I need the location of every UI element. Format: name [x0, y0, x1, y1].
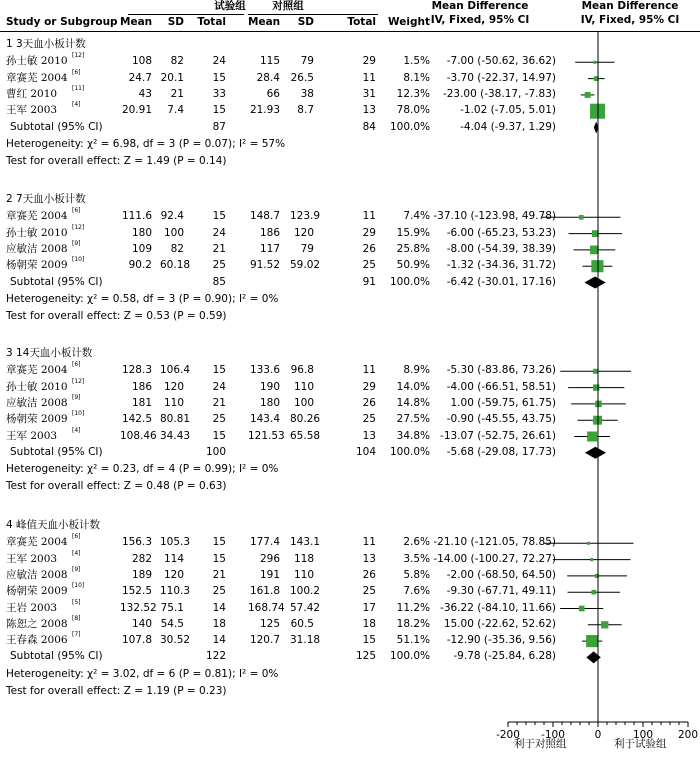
- cell-n2: 11: [362, 536, 376, 549]
- cell-sd1: 82: [170, 55, 184, 68]
- study-name: 应敏洁 2008: [6, 568, 68, 581]
- cell-sd2: 65.58: [290, 429, 321, 442]
- cell-sd2: 80.26: [290, 413, 321, 426]
- subtotal-label: Subtotal (95% CI): [10, 120, 103, 133]
- cell-weight: 7.4%: [403, 210, 430, 223]
- cell-ci: -1.02 (-7.05, 5.01): [460, 104, 556, 117]
- study-reference: [7]: [72, 631, 81, 639]
- cell-n1: 21: [212, 242, 226, 255]
- cell-n2: 31: [362, 87, 376, 100]
- cell-ci: -2.00 (-68.50, 64.50): [446, 568, 556, 581]
- md-subtitle-1: IV, Fixed, 95% CI: [430, 14, 530, 26]
- x-tick-label: -200: [496, 729, 520, 741]
- subgroup-title: 3 14天血小板计数: [6, 347, 93, 359]
- cell-sd1: 105.3: [160, 536, 191, 549]
- cell-n2: 29: [362, 226, 376, 239]
- cell-n2: 13: [362, 552, 376, 565]
- cell-ci: -5.30 (-83.86, 73.26): [446, 364, 556, 377]
- cell-n1: 15: [212, 364, 226, 377]
- cell-n1: 25: [212, 413, 226, 426]
- sd-header-1: SD: [167, 16, 184, 28]
- cell-n1: 21: [212, 568, 226, 581]
- overall-effect-test: Test for overall effect: Z = 0.48 (P = 0.63): [6, 480, 227, 493]
- pooled-diamond: [584, 277, 605, 289]
- effect-square: [593, 369, 598, 374]
- study-name: 章赛芜 2004: [6, 364, 68, 377]
- cell-n1: 18: [212, 617, 226, 630]
- cell-m1: 109: [131, 242, 152, 255]
- cell-n2: 11: [362, 210, 376, 223]
- subtotal-ci: -4.04 (-9.37, 1.29): [460, 120, 556, 133]
- cell-ci: -21.10 (-121.05, 78.85): [433, 536, 556, 549]
- cell-n1: 25: [212, 585, 226, 598]
- cell-sd1: 120: [163, 380, 184, 393]
- cell-m2: 21.93: [249, 104, 280, 117]
- study-name: 应敏洁 2008: [6, 396, 68, 409]
- study-name: 王军 2003: [6, 429, 58, 442]
- study-reference: [12]: [72, 52, 85, 60]
- cell-ci: -36.22 (-84.10, 11.66): [440, 601, 556, 614]
- cell-weight: 15.9%: [396, 226, 430, 239]
- cell-ci: -12.90 (-35.36, 9.56): [446, 634, 556, 647]
- axis-label-favours-experimental: 利于试验组: [614, 738, 667, 750]
- cell-m2: 115: [259, 55, 280, 68]
- cell-m2: 168.74: [248, 601, 285, 614]
- cell-sd1: 100: [163, 226, 184, 239]
- cell-weight: 14.8%: [396, 396, 430, 409]
- md-title-1: Mean Difference: [431, 0, 529, 12]
- cell-m1: 181: [131, 396, 152, 409]
- cell-weight: 5.8%: [403, 568, 430, 581]
- cell-n2: 17: [362, 601, 376, 614]
- study-reference: [4]: [72, 426, 81, 434]
- cell-n2: 25: [362, 585, 376, 598]
- effect-square: [585, 92, 591, 98]
- cell-m2: 28.4: [256, 71, 280, 84]
- study-name: 章赛芜 2004: [6, 210, 68, 223]
- cell-weight: 50.9%: [396, 259, 430, 272]
- cell-sd2: 100: [293, 396, 314, 409]
- study-column-header: Study or Subgroup: [6, 16, 118, 28]
- effect-square: [601, 621, 608, 628]
- cell-n1: 14: [212, 634, 226, 647]
- cell-sd1: 7.4: [167, 104, 184, 117]
- cell-weight: 34.8%: [396, 429, 430, 442]
- effect-square: [591, 260, 603, 272]
- cell-n2: 11: [362, 364, 376, 377]
- cell-sd2: 123.9: [290, 210, 321, 223]
- subtotal-n1: 100: [205, 445, 226, 458]
- subtotal-n1: 87: [212, 120, 226, 133]
- cell-n1: 15: [212, 71, 226, 84]
- cell-weight: 25.8%: [396, 242, 430, 255]
- cell-n2: 29: [362, 380, 376, 393]
- cell-ci: -7.00 (-50.62, 36.62): [446, 55, 556, 68]
- study-reference: [4]: [72, 549, 81, 557]
- cell-sd2: 79: [300, 55, 314, 68]
- cell-weight: 8.9%: [403, 364, 430, 377]
- study-name: 杨朝荣 2009: [6, 585, 68, 598]
- subtotal-n1: 122: [205, 650, 226, 663]
- study-reference: [6]: [72, 533, 81, 541]
- pooled-diamond: [585, 447, 606, 459]
- cell-m2: 125: [259, 617, 280, 630]
- effect-square: [590, 246, 599, 255]
- cell-sd2: 100.2: [290, 585, 321, 598]
- cell-m1: 140: [131, 617, 152, 630]
- cell-sd2: 8.7: [297, 104, 314, 117]
- cell-m1: 90.2: [128, 259, 152, 272]
- cell-weight: 51.1%: [396, 634, 430, 647]
- cell-sd2: 96.8: [290, 364, 314, 377]
- study-reference: [5]: [72, 598, 81, 606]
- cell-sd2: 59.02: [290, 259, 321, 272]
- subgroup-title: 4 峰值天血小板计数: [6, 519, 101, 531]
- cell-m1: 186: [131, 380, 152, 393]
- cell-sd1: 110: [163, 396, 184, 409]
- study-reference: [4]: [72, 101, 81, 109]
- cell-n1: 15: [212, 210, 226, 223]
- cell-m2: 121.53: [248, 429, 285, 442]
- effect-square: [590, 558, 593, 561]
- cell-n1: 15: [212, 429, 226, 442]
- cell-sd1: 21: [170, 87, 184, 100]
- cell-sd1: 30.52: [160, 634, 191, 647]
- study-reference: [6]: [72, 361, 81, 369]
- cell-m1: 20.91: [121, 104, 152, 117]
- cell-sd1: 75.1: [160, 601, 184, 614]
- subtotal-n2: 125: [355, 650, 376, 663]
- cell-sd2: 110: [293, 380, 314, 393]
- subtotal-ci: -5.68 (-29.08, 17.73): [446, 445, 556, 458]
- cell-weight: 1.5%: [403, 55, 430, 68]
- study-reference: [10]: [72, 256, 85, 264]
- cell-n2: 26: [362, 568, 376, 581]
- cell-n1: 24: [212, 226, 226, 239]
- study-reference: [6]: [72, 207, 81, 215]
- subtotal-n1: 85: [212, 275, 226, 288]
- effect-square: [591, 590, 596, 595]
- study-reference: [6]: [72, 68, 81, 76]
- cell-weight: 8.1%: [403, 71, 430, 84]
- cell-ci: -8.00 (-54.39, 38.39): [446, 242, 556, 255]
- overall-effect-test: Test for overall effect: Z = 1.19 (P = 0.23): [6, 685, 227, 697]
- subtotal-weight: 100.0%: [389, 120, 430, 133]
- subgroup-title: 2 7天血小板计数: [6, 193, 86, 205]
- cell-m2: 296: [259, 552, 280, 565]
- cell-ci: -9.30 (-67.71, 49.11): [446, 585, 556, 598]
- cell-sd2: 26.5: [290, 71, 314, 84]
- cell-sd1: 82: [170, 242, 184, 255]
- cell-m2: 148.7: [249, 210, 280, 223]
- cell-weight: 2.6%: [403, 536, 430, 549]
- study-name: 杨朝荣 2009: [6, 413, 68, 426]
- cell-weight: 14.0%: [396, 380, 430, 393]
- study-reference: [9]: [72, 239, 81, 247]
- heterogeneity-stat: Heterogeneity: χ² = 0.23, df = 4 (P = 0.99); I² = 0%: [6, 463, 279, 476]
- x-tick-label: 100: [632, 729, 654, 741]
- cell-sd1: 120: [163, 568, 184, 581]
- cell-m2: 180: [259, 396, 280, 409]
- cell-weight: 3.5%: [403, 552, 430, 565]
- total-header-1: Total: [197, 16, 226, 28]
- cell-sd1: 92.4: [160, 210, 184, 223]
- subtotal-label: Subtotal (95% CI): [10, 445, 103, 458]
- subtotal-weight: 100.0%: [389, 275, 430, 288]
- cell-sd1: 54.5: [160, 617, 184, 630]
- cell-sd2: 120: [293, 226, 314, 239]
- effect-square: [579, 606, 585, 612]
- cell-sd1: 110.3: [160, 585, 191, 598]
- overall-effect-test: Test for overall effect: Z = 0.53 (P = 0.59): [6, 310, 227, 323]
- cell-sd2: 38: [300, 87, 314, 100]
- cell-ci: -0.90 (-45.55, 43.75): [446, 413, 556, 426]
- cell-m1: 156.3: [121, 536, 152, 549]
- cell-m2: 177.4: [249, 536, 280, 549]
- cell-m2: 91.52: [249, 259, 280, 272]
- cell-weight: 78.0%: [396, 104, 430, 117]
- cell-m2: 161.8: [249, 585, 280, 598]
- cell-sd2: 118: [293, 552, 314, 565]
- subtotal-weight: 100.0%: [389, 650, 430, 663]
- study-name: 曹红 2010: [6, 87, 58, 100]
- subtotal-weight: 100.0%: [389, 445, 430, 458]
- cell-m1: 189: [131, 568, 152, 581]
- subtotal-ci: -6.42 (-30.01, 17.16): [446, 275, 556, 288]
- heterogeneity-stat: Heterogeneity: χ² = 6.98, df = 3 (P = 0.07); I² = 57%: [6, 137, 286, 150]
- subgroup-title: 1 3天血小板计数: [6, 38, 86, 50]
- control-group-header: 对照组: [272, 0, 304, 12]
- pooled-diamond: [586, 651, 600, 663]
- cell-n1: 33: [212, 87, 226, 100]
- cell-sd1: 80.81: [160, 413, 191, 426]
- md-title-2: Mean Difference: [581, 0, 679, 12]
- study-name: 陈恕之 2008: [6, 617, 68, 630]
- cell-m1: 132.52: [120, 601, 157, 614]
- cell-n2: 25: [362, 259, 376, 272]
- cell-ci: 1.00 (-59.75, 61.75): [450, 396, 556, 409]
- cell-ci: 15.00 (-22.62, 52.62): [443, 617, 556, 630]
- cell-sd1: 106.4: [160, 364, 191, 377]
- heterogeneity-stat: Heterogeneity: χ² = 0.58, df = 3 (P = 0.90); I² = 0%: [6, 292, 279, 305]
- cell-m2: 143.4: [249, 413, 280, 426]
- cell-m2: 191: [259, 568, 280, 581]
- study-name: 孙士敏 2010: [6, 226, 68, 239]
- cell-sd2: 60.5: [290, 617, 314, 630]
- study-name: 王春森 2006: [6, 634, 68, 647]
- cell-n2: 26: [362, 396, 376, 409]
- axis-label-favours-control: 利于对照组: [514, 738, 567, 750]
- cell-m1: 111.6: [121, 210, 152, 223]
- x-tick-label: 0: [594, 729, 602, 741]
- cell-n1: 14: [212, 601, 226, 614]
- cell-n1: 24: [212, 55, 226, 68]
- cell-n1: 21: [212, 396, 226, 409]
- cell-n2: 13: [362, 104, 376, 117]
- cell-m2: 66: [266, 87, 280, 100]
- study-name: 应敏洁 2008: [6, 242, 68, 255]
- cell-n1: 25: [212, 259, 226, 272]
- cell-m1: 107.8: [121, 634, 152, 647]
- cell-weight: 12.3%: [396, 87, 430, 100]
- cell-weight: 18.2%: [396, 617, 430, 630]
- cell-ci: -6.00 (-65.23, 53.23): [446, 226, 556, 239]
- subtotal-n2: 104: [355, 445, 376, 458]
- cell-m2: 190: [259, 380, 280, 393]
- cell-ci: -4.00 (-66.51, 58.51): [446, 380, 556, 393]
- cell-n2: 18: [362, 617, 376, 630]
- cell-m2: 120.7: [249, 634, 280, 647]
- cell-n2: 13: [362, 429, 376, 442]
- study-name: 孙士敏 2010: [6, 380, 68, 393]
- cell-m2: 186: [259, 226, 280, 239]
- cell-sd2: 57.42: [290, 601, 321, 614]
- subtotal-n2: 91: [362, 275, 376, 288]
- cell-n2: 29: [362, 55, 376, 68]
- subtotal-label: Subtotal (95% CI): [10, 275, 103, 288]
- cell-n2: 25: [362, 413, 376, 426]
- study-name: 章赛芜 2004: [6, 71, 68, 84]
- study-name: 杨朝荣 2009: [6, 259, 68, 272]
- study-reference: [12]: [72, 223, 85, 231]
- study-name: 王岩 2003: [6, 601, 58, 614]
- x-tick-label: 200: [677, 729, 699, 741]
- subtotal-ci: -9.78 (-25.84, 6.28): [453, 650, 556, 663]
- cell-n2: 26: [362, 242, 376, 255]
- cell-ci: -3.70 (-22.37, 14.97): [446, 71, 556, 84]
- md-subtitle-2: IV, Fixed, 95% CI: [580, 14, 680, 26]
- cell-m1: 282: [131, 552, 152, 565]
- cell-ci: -14.00 (-100.27, 72.27): [433, 552, 556, 565]
- effect-square: [579, 215, 584, 220]
- study-reference: [11]: [72, 84, 85, 92]
- cell-sd2: 110: [293, 568, 314, 581]
- effect-square: [587, 542, 590, 545]
- cell-n1: 15: [212, 104, 226, 117]
- effect-square: [593, 61, 596, 64]
- study-name: 王军 2003: [6, 552, 58, 565]
- effect-square: [586, 635, 598, 647]
- cell-ci: -1.32 (-34.36, 31.72): [446, 259, 556, 272]
- cell-m1: 24.7: [128, 71, 152, 84]
- cell-ci: -13.07 (-52.75, 26.61): [440, 429, 556, 442]
- mean-header-2: Mean: [248, 16, 281, 28]
- cell-m1: 43: [138, 87, 152, 100]
- cell-sd1: 20.1: [160, 71, 184, 84]
- cell-weight: 7.6%: [403, 585, 430, 598]
- weight-header: Weight: [388, 16, 430, 28]
- cell-sd1: 60.18: [160, 259, 191, 272]
- study-reference: [8]: [72, 614, 81, 622]
- cell-n2: 11: [362, 71, 376, 84]
- heterogeneity-stat: Heterogeneity: χ² = 3.02, df = 6 (P = 0.81); I² = 0%: [6, 667, 279, 680]
- cell-m1: 128.3: [121, 364, 152, 377]
- total-header-2: Total: [347, 16, 376, 28]
- cell-sd2: 79: [300, 242, 314, 255]
- subtotal-n2: 84: [362, 120, 376, 133]
- cell-m1: 108.46: [120, 429, 157, 442]
- cell-sd1: 34.43: [160, 429, 191, 442]
- cell-m2: 133.6: [249, 364, 280, 377]
- cell-m2: 117: [259, 242, 280, 255]
- mean-header-1: Mean: [120, 16, 153, 28]
- effect-square: [587, 431, 597, 441]
- study-reference: [9]: [72, 565, 81, 573]
- overall-effect-test: Test for overall effect: Z = 1.49 (P = 0.14): [6, 155, 227, 168]
- cell-n2: 15: [362, 634, 376, 647]
- study-reference: [12]: [72, 377, 85, 385]
- effect-square: [595, 574, 599, 578]
- study-reference: [9]: [72, 393, 81, 401]
- study-name: 孙士敏 2010: [6, 55, 68, 68]
- cell-sd2: 143.1: [290, 536, 321, 549]
- cell-n1: 15: [212, 536, 226, 549]
- sd-header-2: SD: [297, 16, 314, 28]
- cell-m1: 180: [131, 226, 152, 239]
- subtotal-label: Subtotal (95% CI): [10, 650, 103, 663]
- experimental-group-header: 试验组: [214, 0, 246, 12]
- study-name: 王军 2003: [6, 104, 58, 117]
- study-reference: [10]: [72, 410, 85, 418]
- cell-ci: -37.10 (-123.98, 49.78): [433, 210, 556, 223]
- cell-n1: 24: [212, 380, 226, 393]
- cell-weight: 27.5%: [396, 413, 430, 426]
- cell-sd1: 114: [163, 552, 184, 565]
- cell-n1: 15: [212, 552, 226, 565]
- study-name: 章赛芜 2004: [6, 536, 68, 549]
- cell-sd2: 31.18: [290, 634, 321, 647]
- cell-ci: -23.00 (-38.17, -7.83): [442, 87, 556, 100]
- cell-m1: 142.5: [121, 413, 152, 426]
- cell-weight: 11.2%: [396, 601, 430, 614]
- study-reference: [10]: [72, 582, 85, 590]
- x-tick-label: -100: [541, 729, 565, 741]
- cell-m1: 152.5: [121, 585, 152, 598]
- cell-m1: 108: [131, 55, 152, 68]
